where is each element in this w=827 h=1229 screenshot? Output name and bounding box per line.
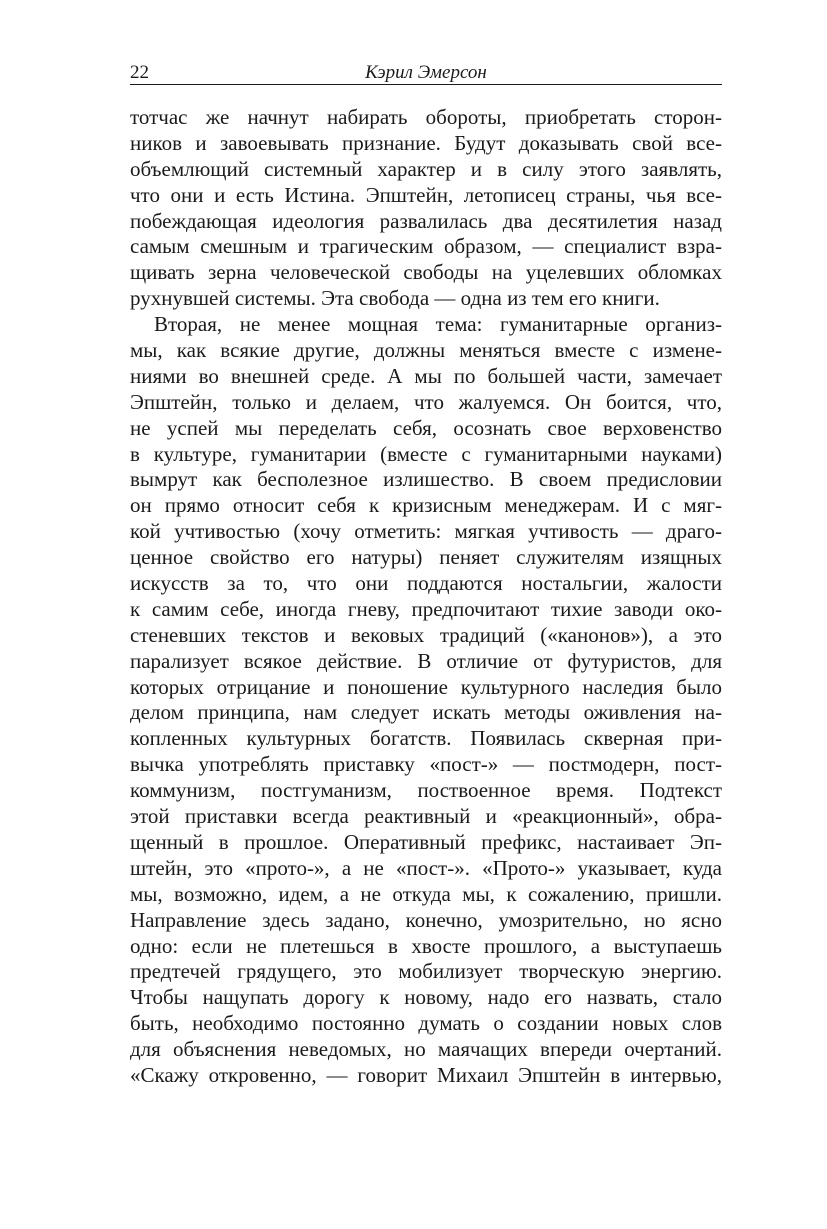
text-line: быть, необходимо постоянно думать о создании новых слов <box>130 1011 722 1036</box>
text-line: мы, возможно, идем, а не откуда мы, к сожалению, пришли. <box>130 881 722 906</box>
text-line: предтечей грядущего, это мобилизует творческую энергию. <box>130 959 722 984</box>
text-line: делом принципа, нам следует искать методы оживления на- <box>130 700 722 725</box>
page-header <box>130 62 722 85</box>
text-line: одно: если не плетешься в хвосте прошлого, а выступаешь <box>130 933 722 958</box>
text-line: ниями во внешней среде. А мы по большей части, замечает <box>130 363 722 388</box>
text-line: этой приставки всегда реактивный и «реакционный», обра- <box>130 804 722 829</box>
text-line: искусств за то, что они поддаются ностальгии, жалости <box>130 571 722 596</box>
text-line: побеждающая идеология развалилась два десятилетия назад <box>130 208 722 233</box>
text-line: щивать зерна человеческой свободы на уцелевших обломках <box>130 260 722 285</box>
text-line: мы, как всякие другие, должны меняться вместе с измене- <box>130 338 722 363</box>
text-line: Эпштейн, только и делаем, что жалуемся. Он боится, что, <box>130 389 722 414</box>
text-line: рухнувшей системы. Эта свобода — одна из тем его книги. <box>130 286 660 311</box>
text-line: штейн, это «прото-», а не «пост-». «Прото-» указывает, куда <box>130 855 722 880</box>
text-line: не успей мы переделать себя, осознать свое верховенство <box>130 415 722 440</box>
text-line: вымрут как бесполезное излишество. В своем предисловии <box>130 467 722 492</box>
text-line: парализует всякое действие. В отличие от футуристов, для <box>130 648 722 673</box>
text-line: которых отрицание и поношение культурного наследия было <box>130 674 722 699</box>
text-line: тотчас же начнут набирать обороты, приобретать сторон- <box>130 105 722 129</box>
text-line: к самим себе, иногда гневу, предпочитают тихие заводи око- <box>130 596 722 621</box>
text-line: в культуре, гуманитарии (вместе с гуманитарными науками) <box>130 441 722 466</box>
text-line: что они и есть Истина. Эпштейн, летописец страны, чья все- <box>130 182 722 207</box>
text-line: ников и завоевывать признание. Будут доказывать свой все- <box>130 130 722 155</box>
text-line: «Скажу откровенно, — говорит Михаил Эпштейн в интервью, <box>130 1062 722 1087</box>
text-line: щенный в прошлое. Оперативный префикс, настаивает Эп- <box>130 829 722 854</box>
text-line: самым смешным и трагическим образом, — специалист взра- <box>130 234 722 259</box>
text-line: ценное свойство его натуры) пеняет служителям изящных <box>130 545 722 570</box>
text-line: копленных культурных богатств. Появилась скверная при- <box>130 726 722 751</box>
text-line: Вторая, не менее мощная тема: гуманитарные организ- <box>154 312 722 337</box>
text-line: стеневших текстов и вековых традиций («канонов»), а это <box>130 622 722 647</box>
text-line: вычка употреблять приставку «пост-» — постмодерн, пост- <box>130 752 722 777</box>
text-line: объемлющий системный характер и в силу этого заявлять, <box>130 156 722 181</box>
text-line: для объяснения неведомых, но маячащих впереди очертаний. <box>130 1037 722 1062</box>
text-line: он прямо относит себя к кризисным менеджерам. И с мяг- <box>130 493 722 518</box>
text-line: Чтобы нащупать дорогу к новому, надо его назвать, стало <box>130 985 722 1010</box>
text-line: Направление здесь задано, конечно, умозрительно, но ясно <box>130 907 722 932</box>
page-number: 22 <box>130 62 149 83</box>
text-line: кой учтивостью (хочу отметить: мягкая учтивость — драго- <box>130 519 722 544</box>
text-line: коммунизм, постгуманизм, поствоенное время. Подтекст <box>130 778 722 803</box>
running-head-author: Кэрил Эмерсон <box>365 62 487 83</box>
body-text <box>130 105 722 1089</box>
